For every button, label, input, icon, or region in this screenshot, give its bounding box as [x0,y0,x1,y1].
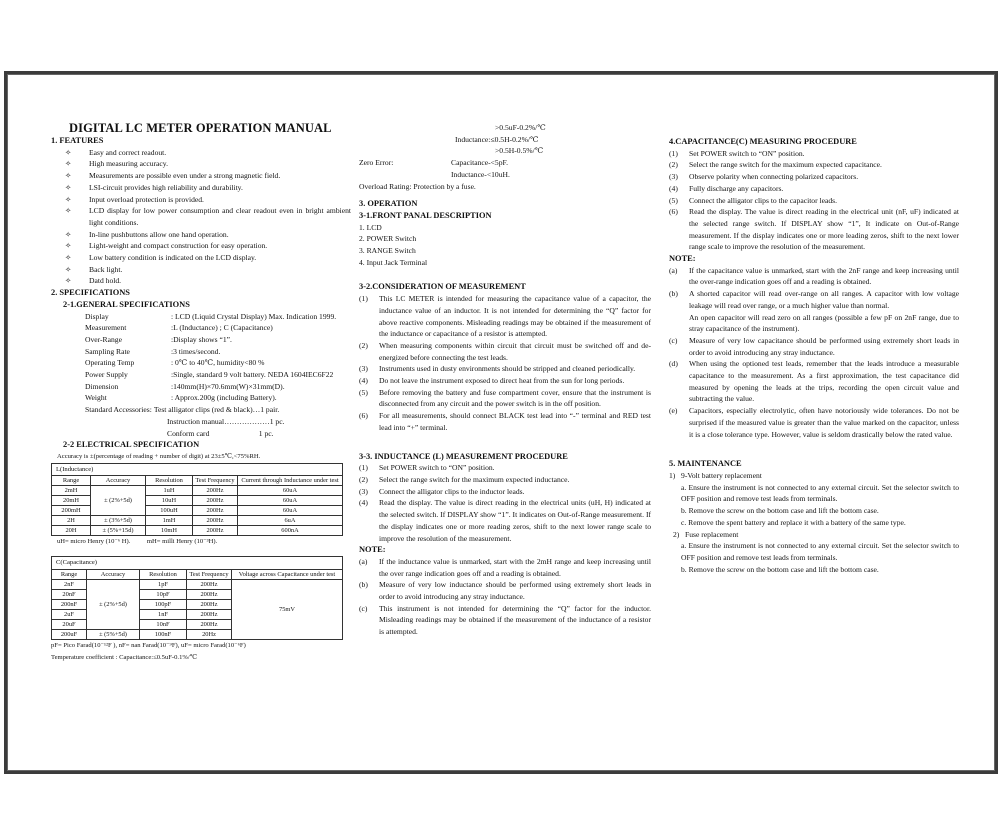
spec-value: :Single, standard 9 volt battery. NEDA 1604IEC6F22 [171,370,334,380]
accessories-row [51,404,351,416]
feature-item [51,182,351,194]
spec-row [51,369,351,381]
inductance-step [359,462,651,474]
battery-replacement-heading: 1) 9-Volt battery replacement [669,470,762,480]
features-heading: 1. FEATURES [51,136,104,145]
capacitance-note-heading: NOTE: [669,254,696,264]
spec-key: Display [85,311,109,321]
spec-value: : LCD (Liquid Crystal Display) Max. Indication 1999. [171,311,337,321]
consideration-item-number: (2) [359,340,368,350]
capacitance-step-text: Observe polarity when connecting polarized capacitors. [689,172,859,182]
feature-text: Low battery condition is indicated on the LCD display. [89,253,257,263]
capacitance-notes-continued [669,335,959,440]
table-cell: 2H [52,516,91,526]
capacitance-note-text: A shorted capacitor will read over-range on all ranges. A capacitor with low voltage leakage will read over range, or a much higher value than normal. [689,289,959,310]
temperature-coefficient: Temperature coefficient : Capacitance:≤0.5uF-0.1%/℃ [51,653,198,661]
zero-error-label: Zero Error: [359,158,394,168]
feature-item [51,240,351,252]
table-cell: 100nF [140,629,187,639]
feature-item [51,252,351,264]
bullet-icon: ✧ [65,159,72,169]
table-cell: 200uF [52,629,87,639]
general-spec-list [51,311,351,405]
tempco-line-2: Inductance:≤0.5H-0.2%/℃ [455,134,539,144]
capacitance-note [669,335,959,358]
table-cell: 10mH [146,526,193,536]
feature-text: In-line pushbuttons allow one hand operation. [89,229,229,239]
capacitance-note-number: (a) [669,265,678,275]
capacitance-note [669,405,959,440]
feature-item [51,205,351,228]
spec-row [51,392,351,404]
accessory-3: Conform card 1 pc. [167,428,274,438]
table-cell: 200Hz [193,506,238,516]
spec-value: : Approx.200g (including Battery). [171,393,277,403]
table-cell: 20uF [52,619,87,629]
column-left [51,121,351,663]
bullet-icon: ✧ [65,241,72,251]
spec-row [51,322,351,334]
consideration-item-text: Instruments used in dusty environments should be stripped and cleaned periodically. [379,364,636,374]
inductance-step-number: (2) [359,474,368,484]
feature-item [51,147,351,159]
feature-text: High measuring accuracy. [89,159,168,169]
capacitance-step-number: (2) [669,160,678,170]
spec-value: :L (Inductance) ; C (Capacitance) [171,323,273,333]
inductance-note-number: (b) [359,580,368,590]
bullet-icon: ✧ [65,253,72,263]
consideration-item-text: For all measurements, should connect BLACK test lead into “-” terminal and RED test lead into “+” terminal. [379,411,651,432]
table-cell: 10pF [140,589,187,599]
accessories-label: Standard Accessories: [85,405,152,415]
capacitance-table [51,569,343,640]
front-panel-heading: 3-1.FRONT PANAL DESCRIPTION [359,210,492,220]
table-header: Voltage across Capacitance under test [232,569,343,579]
bullet-icon: ✧ [65,171,72,181]
consideration-item [359,410,651,433]
inductance-step-text: Select the range switch for the maximum expected inductance. [379,474,570,484]
inductance-note [359,556,651,579]
table-header: Accuracy [87,569,140,579]
table-cell: ± (5%+15d) [91,526,146,536]
inductance-unit-note: uH= micro Henry (10⁻⁶ H). mH= milli Henry (10⁻³H). [57,538,218,546]
table-cell: 200Hz [187,619,232,629]
consideration-item-number: (5) [359,387,368,397]
open-capacitor-note [669,312,959,335]
inductance-step-text: Set POWER switch to “ON” position. [379,463,495,473]
bullet-icon: ✧ [65,194,72,204]
table-row [52,486,343,496]
capacitance-step-number: (5) [669,195,678,205]
table-cell: 2nF [52,579,87,589]
feature-text: Light-weight and compact construction for easy operation. [89,241,268,251]
spec-row [51,381,351,393]
spec-row [51,346,351,358]
spec-value: : 0℃ to 40℃, humidity<80 % [171,358,265,368]
consideration-item [359,363,651,375]
inductance-table [51,475,343,536]
capacitance-unit-note: pF= Pico Farad(10⁻¹²F ), nF= nan Farad(10⁻⁹F), uF= micro Farad(10⁻⁶F) [51,641,246,649]
table-header: Test Frequency [193,476,238,486]
capacitance-step-number: (3) [669,172,678,182]
table-header: Current through Inductance under test [238,476,343,486]
table-cell: 6uA [238,516,343,526]
inductance-note-text: Measure of very low inductance should be performed using extremely short leads in order to avoid introducing any stray inductance. [379,580,651,602]
table-cell: 1uH [146,486,193,496]
table-cell: ± (5%+5d) [87,629,140,639]
table-cell: ± (3%+5d) [91,516,146,526]
table-header: Accuracy [91,476,146,486]
table-row [52,526,343,536]
table-cell: 2mH [52,486,91,496]
spec-key: Weight [85,393,107,403]
table-cell: 200Hz [187,599,232,609]
maintenance-step: a. Ensure the instrument is not connected to any external circuit. Set the selector switch to OFF position and remove test leads from terminals. [681,541,959,562]
capacitance-note [669,358,959,405]
inductance-procedure-heading: 3-3. INDUCTANCE (L) MEASUREMENT PROCEDURE [359,451,568,461]
inductance-note-text: If the inductance value is unmarked, start with the 2mH range and keep increasing until the over range indication goes off and a reading is obtained. [379,556,651,578]
capacitance-step-number: (4) [669,183,678,193]
feature-item [51,158,351,170]
spec-key: Measurement [85,323,127,333]
spec-value: :3 times/second. [171,346,221,356]
table-header-row [52,569,343,579]
operation-heading: 3. OPERATION [359,199,418,209]
inductance-step-text: Read the display. The value is direct reading in the electrical units (uH, H) indicated at the selected switch. If DISPLAY show “1”. It indicates on Out-of-Range measurement. If the display indicates one or more reading zeros, shift to the next lower range scale to improve the resolution of the measurement. [379,498,651,543]
inductance-note-text: This instrument is not intended for determining the “Q” factor for the inductor. Misleading readings may be obtained if the measurement of the inductance of a resistor is attempted. [379,603,651,637]
capacitance-step [669,148,959,160]
table-cell: 75mV [232,579,343,639]
consideration-item [359,387,651,410]
capacitance-step [669,195,959,207]
table-cell: 200Hz [187,609,232,619]
inductance-step-number: (3) [359,486,368,496]
spec-key: Sampling Rate [85,346,130,356]
table-cell: 200Hz [193,486,238,496]
table-cell: 200Hz [187,589,232,599]
maintenance-heading: 5. MAINTENANCE [669,459,742,469]
feature-text: Input overload protection is provided. [89,194,204,204]
table-cell: ± (2%+5d) [91,486,146,516]
capacitance-note-number: (e) [669,406,678,416]
capacitance-step-text: Connect the alligator clips to the capacitor leads. [689,195,838,205]
inductance-notes [359,556,651,638]
maintenance-step: b. Remove the screw on the bottom case and lift the bottom case. [681,564,879,574]
capacitance-step-text: Fully discharge any capacitors. [689,183,784,193]
feature-text: LCD display for low power consumption and clear readout even in bright ambient light conditions. [89,206,351,227]
table-cell: 1nF [140,609,187,619]
bullet-icon: ✧ [65,276,72,286]
table-cell: 200Hz [193,516,238,526]
table-header-row [52,476,343,486]
panel-item: 1. LCD [359,222,382,232]
table-cell: 200Hz [193,526,238,536]
tempco-line-1: >0.5uF-0.2%/℃ [495,123,546,132]
bullet-icon: ✧ [65,147,72,157]
capacitance-step-text: Read the display. The value is direct reading in the electrical unit (nF, uF) indicated at the selected range switch. If DISPLAY show “1”, It indicate on Out-of-Range measurement. If the display indicates one or more leading zeros, shift to the next lower range scale to improve the resolution of the measurement. [689,207,959,252]
spec-key: Operating Temp [85,358,135,368]
maintenance-step: c. Remove the spent battery and replace it with a battery of the same type. [681,517,906,527]
spec-row [51,311,351,323]
capacitance-note [669,288,959,311]
overload-rating: Overload Rating: Protection by a fuse. [359,181,476,191]
table-header: Range [52,569,87,579]
consideration-item-number: (3) [359,364,368,374]
panel-item: 2. POWER Switch [359,234,417,244]
consideration-item-number: (4) [359,376,368,386]
electrical-spec-heading: 2-2 ELECTRICAL SPECIFICATION [63,440,200,450]
feature-text: Easy and correct readout. [89,147,167,157]
table-cell: 2uF [52,609,87,619]
inductance-note-number: (a) [359,556,368,566]
capacitance-note-text: If the capacitance value is unmarked, start with the 2nF range and keep increasing until the over-range indication goes off and a reading is obtained. [689,265,959,287]
consideration-heading: 3-2.CONSIDERATION OF MEASUREMENT [359,282,526,292]
fuse-replacement-heading: 2) Fuse replacement [673,529,739,539]
table-cell: 60uA [238,496,343,506]
table-header: Test Frequency [187,569,232,579]
feature-item [51,275,351,287]
capacitance-step [669,183,959,195]
zero-error-ind: Inductance-<10uH. [451,169,510,179]
consideration-item-text: Before removing the battery and fuse compartment cover, ensure that the instrument is disconnected from any circuit and the power switch is in the off position. [379,387,651,409]
table-header: Range [52,476,91,486]
capacitance-note-number: (c) [669,335,678,345]
table-cell: 1mH [146,516,193,526]
feature-item [51,194,351,206]
zero-error-row [359,157,651,169]
inductance-note-heading: NOTE: [359,545,386,555]
table-cell: 10uH [146,496,193,506]
capacitance-note-text: Capacitors, especially electrolytic, often have notoriously wide tolerances. Do not be surprised if the measured value is greater than the value marked on the capacitor, unless it is a close tolerance type. However, value is seldom drastically below the rated value. [689,406,959,439]
capacitance-step [669,159,959,171]
maintenance-step: b. Remove the screw on the bottom case and lift the bottom case. [681,506,879,516]
capacitance-note-text: Measure of very low capacitance should be performed using extremely short leads in order to avoid introducing any stray inductance. [689,335,959,357]
spec-row [51,357,351,369]
spec-key: Power Supply [85,370,128,380]
feature-text: LSI-circuit provides high reliability and durability. [89,182,243,192]
capacitance-note-number: (b) [669,289,678,299]
spec-row [51,334,351,346]
table-header: Resolution [146,476,193,486]
open-capacitor-text: An open capacitor will read zero on all ranges (possible a few pF on 2nF range, due to stray capacitance of the instrument). [689,312,959,334]
consideration-item-number: (6) [359,411,368,421]
capacitance-step-number: (6) [669,207,678,217]
feature-text: Back light. [89,264,123,274]
table-row [52,579,343,589]
consideration-item-number: (1) [359,294,368,304]
table-cell: 20nF [52,589,87,599]
document-page [4,71,998,774]
spec-key: Over-Range [85,334,122,344]
inductance-note [359,579,651,602]
bullet-icon: ✧ [65,182,72,192]
consideration-item-text: This LC METER is intended for measuring the capacitance value of a capacitor, the inductance value of an inductor. It is not intended for determining the “Q” factor for above reactive components. Misleading readings may be obtained if the measurement of the inductance or capacitance of a resistor is attempted. [379,294,651,339]
inductance-steps [359,462,651,544]
inductance-step [359,474,651,486]
table-cell: 20Hz [187,629,232,639]
maintenance-step: a. Ensure the instrument is not connected to any external circuit. Set the selector switch to OFF position and remove test leads from terminals. [681,482,959,504]
battery-replacement-steps [669,482,959,529]
capacitance-step-text: Set POWER switch to “ON” position. [689,148,805,158]
capacitance-note [669,265,959,288]
inductance-step [359,486,651,498]
table-cell: 200nF [52,599,87,609]
table-cell: ± (2%+5d) [87,579,140,629]
inductance-step-text: Connect the alligator clips to the inductor leads. [379,486,525,496]
consideration-item-text: Do not leave the instrument exposed to direct heat from the sun for long periods. [379,376,625,386]
feature-text: Datd hold. [89,276,122,286]
consideration-item [359,340,651,363]
table-cell: 20mH [52,496,91,506]
capacitance-step-number: (1) [669,148,678,158]
inductance-note [359,603,651,638]
panel-item: 3. RANGE Switch [359,246,416,256]
table-cell: 200Hz [193,496,238,506]
table-cell: 200mH [52,506,91,516]
consideration-item [359,293,651,340]
feature-item [51,170,351,182]
specifications-heading: 2. SPECIFICATIONS [51,288,130,298]
l-table-caption: L(Inductance) [51,463,343,476]
table-cell: 60uA [238,486,343,496]
tempco-line-3: >0.5H-0.5%/℃ [495,146,544,156]
panel-item: 4. Input Jack Terminal [359,257,428,267]
table-cell: 10nF [140,619,187,629]
table-cell: 600nA [238,526,343,536]
feature-item [51,264,351,276]
table-cell: 100uH [146,506,193,516]
column-middle [359,122,651,638]
table-cell: 60uA [238,506,343,516]
capacitance-notes [669,265,959,312]
bullet-icon: ✧ [65,206,72,216]
table-row [52,516,343,526]
capacitance-step [669,206,959,253]
inductance-step-number: (1) [359,463,368,473]
feature-text: Measurements are possible even under a strong magnetic field. [89,171,281,181]
inductance-note-number: (c) [359,603,368,613]
zero-error-cap: Capacitance-<5pF. [451,158,509,168]
fuse-replacement-steps [669,540,959,575]
table-header: Resolution [140,569,187,579]
spec-key: Dimension [85,381,119,391]
accessory-1: Test alligator clips (red & black)…1 pair. [153,405,280,415]
spec-value: :Display shows “1”. [171,334,232,344]
c-table-caption: C(Capacitance) [51,556,343,569]
bullet-icon: ✧ [65,229,72,239]
capacitance-note-text: When using the optioned test leads, remember that the leads introduce a measurable capacitance to the measurement. As a first approximation, the test capacitance did measured by opening the leads at the trips, recording the open circuit value and subtracting the value. [689,359,959,404]
consideration-item [359,375,651,387]
accessory-2: Instruction manual………………1 pc. [167,416,285,426]
page-title: DIGITAL LC METER OPERATION MANUAL [69,121,332,135]
feature-item [51,229,351,241]
consideration-item-text: When measuring components within circuit that circuit must be switched off and de-energized before connecting the test leads. [379,340,651,362]
table-cell: 100pF [140,599,187,609]
capacitance-steps [669,148,959,253]
column-right [669,136,959,575]
table-cell: 1pF [140,579,187,589]
inductance-step [359,497,651,544]
capacitance-note-number: (d) [669,359,678,369]
table-cell: 20H [52,526,91,536]
capacitance-step-text: Select the range switch for the maximum expected capacitance. [689,160,882,170]
bullet-icon: ✧ [65,264,72,274]
inductance-step-number: (4) [359,498,368,508]
capacitance-step [669,171,959,183]
capacitance-procedure-heading: 4.CAPACITANCE(C) MEASURING PROCEDURE [669,137,857,146]
table-cell: 200Hz [187,579,232,589]
consideration-list [359,293,651,433]
accuracy-note: Accuracy is ±(percentage of reading + number of digit) at 23±5℃,<75%RH. [57,452,261,460]
general-spec-heading: 2-1.GENERAL SPECIFICATIONS [63,299,190,309]
features-list [51,147,351,287]
spec-value: :140mm(H)×70.6mm(W)×31mm(D). [171,381,285,391]
